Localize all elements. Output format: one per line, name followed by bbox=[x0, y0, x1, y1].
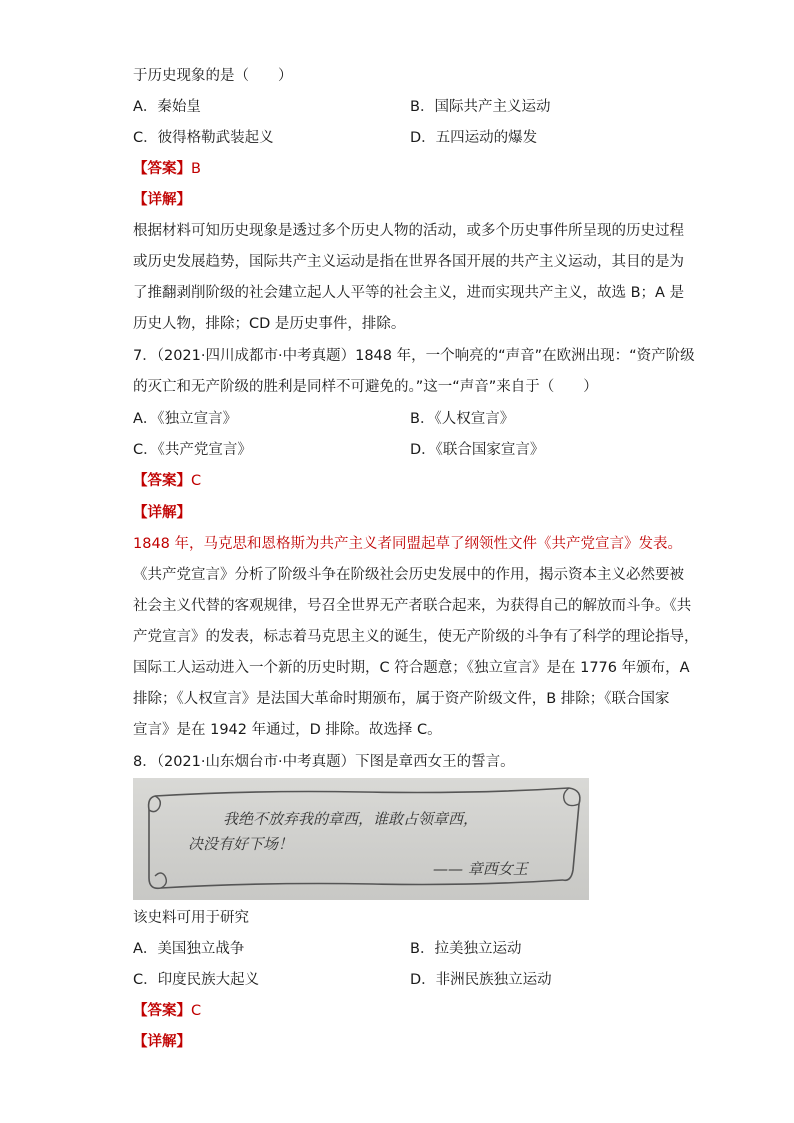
q7-option-a: A．《独立宣言》 bbox=[133, 411, 238, 427]
q8-detail-label: 【详解】 bbox=[133, 1034, 191, 1050]
q8-option-a: A．美国独立战争 bbox=[133, 941, 245, 957]
answer-label: 【答案】 bbox=[133, 473, 191, 489]
q6-option-b: B．国际共产主义运动 bbox=[410, 99, 551, 115]
oath-signature: —— 章西女王 bbox=[433, 860, 528, 878]
q6-option-a: A．秦始皇 bbox=[133, 99, 201, 115]
q7-detail-line: 宣言》是在 1942 年通过，D 排除。故选择 C。 bbox=[133, 722, 442, 738]
oath-line-2: 决没有好下场！ bbox=[188, 835, 294, 853]
oath-line-1: 我绝不放弃我的章西，谁敢占领章西， bbox=[223, 810, 479, 828]
q6-option-d: D．五四运动的爆发 bbox=[410, 130, 538, 146]
q7-detail-line: 排除；《人权宣言》是法国大革命时期颁布，属于资产阶级文件，B 排除；《联合国家 bbox=[133, 691, 670, 707]
q7-detail-label: 【详解】 bbox=[133, 505, 191, 521]
q6-stem-tail: 于历史现象的是（ ） bbox=[133, 68, 293, 84]
q6-detail-line: 或历史发展趋势，国际共产主义运动是指在世界各国开展的共产主义运动，其目的是为 bbox=[133, 254, 684, 270]
q7-stem-line: 的灭亡和无产阶级的胜利是同样不可避免的。”这一“声音”来自于（ ） bbox=[133, 379, 598, 395]
q7-option-c: C．《共产党宣言》 bbox=[133, 442, 252, 458]
answer-value: C bbox=[191, 1003, 202, 1019]
answer-value: B bbox=[191, 161, 201, 177]
q8-option-b: B．拉美独立运动 bbox=[410, 941, 522, 957]
q6-option-c: C．彼得格勒武装起义 bbox=[133, 130, 274, 146]
q7-option-d: D．《联合国家宣言》 bbox=[410, 442, 545, 458]
q8-option-c: C．印度民族大起义 bbox=[133, 972, 260, 988]
q7-answer bbox=[133, 471, 201, 491]
q7-detail-line: 1848 年，马克思和恩格斯为共产主义者同盟起草了纲领性文件《共产党宣言》发表。 bbox=[133, 536, 683, 552]
q7-stem-line: 7．（2021·四川成都市·中考真题）1848 年，一个响亮的“声音”在欧洲出现：“资产阶级 bbox=[133, 348, 695, 364]
q6-detail-line: 根据材料可知历史现象是透过多个历史人物的活动，或多个历史事件所呈现的历史过程 bbox=[133, 223, 684, 239]
q6-detail-line: 了推翻剥削阶级的社会建立起人人平等的社会主义，进而实现共产主义，故选 B；A 是 bbox=[133, 285, 685, 301]
q6-detail-line: 历史人物，排除；CD 是历史事件，排除。 bbox=[133, 316, 406, 332]
q8-after-image: 该史料可用于研究 bbox=[133, 910, 249, 926]
q8-answer bbox=[133, 1001, 201, 1021]
q7-detail-line: 社会主义代替的客观规律，号召全世界无产者联合起来，为获得自己的解放而斗争。《共 bbox=[133, 598, 692, 614]
q7-detail-line: 产党宣言》的发表，标志着马克思主义的诞生，使无产阶级的斗争有了科学的理论指导， bbox=[133, 629, 699, 645]
answer-label: 【答案】 bbox=[133, 1003, 191, 1019]
q6-answer bbox=[133, 159, 201, 179]
q8-stem: 8．（2021·山东烟台市·中考真题）下图是章西女王的誓言。 bbox=[133, 754, 515, 770]
q7-detail-line: 《共产党宣言》分析了阶级斗争在阶级社会历史发展中的作用，揭示资本主义必然要被 bbox=[133, 567, 684, 583]
q7-detail-line: 国际工人运动进入一个新的历史时期，C 符合题意；《独立宣言》是在 1776 年颁布，A bbox=[133, 660, 690, 676]
q7-option-b: B．《人权宣言》 bbox=[410, 411, 515, 427]
q6-detail-label: 【详解】 bbox=[133, 192, 191, 208]
q8-option-d: D．非洲民族独立运动 bbox=[410, 972, 552, 988]
answer-value: C bbox=[191, 473, 202, 489]
answer-label: 【答案】 bbox=[133, 161, 191, 177]
oath-scroll-image bbox=[133, 778, 589, 900]
